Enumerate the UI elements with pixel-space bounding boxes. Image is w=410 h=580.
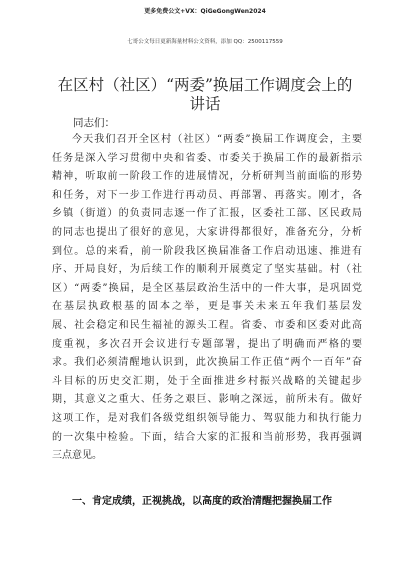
body-line: 在基层执政根基的固本之举，更是事关未来五年我们基层发 [52, 301, 362, 313]
top-banner: 更多免费公文+VX：QiGeGongWen2024 [144, 8, 266, 15]
body-line: 区）“两委”换届，是全区基层政治生活中的一件大事，是巩固党 [52, 282, 362, 294]
body-line: 三点意见。 [52, 450, 102, 462]
body-line: 精神，听取前一阶段工作的进展情况，分析研判当前面临的形势 [52, 171, 362, 183]
body-paragraph [52, 131, 362, 466]
body-line: 这项工作，是对我们各级党组织领导能力、驾驭能力和执行能力 [52, 412, 362, 424]
body-line: 期，其意义之重大、任务之艰巨、影响之深远，前所未有。做好 [52, 394, 362, 406]
body-line: 的一次集中检验。下面，结合大家的汇报和当前形势，我再强调 [52, 431, 362, 443]
header-notice: 七哥公文每日更新海量材料公文资料，添加 QQ：2500117559 [127, 39, 283, 45]
body-line: 序、开局良好，为后续工作的顺利开展奠定了坚实基础。村（社 [52, 264, 362, 276]
body-line: 的同志也提出了很好的意见，大家讲得都很好，准备充分，分析 [52, 226, 362, 238]
body-line: 度重视，多次召开会议进行专题部署，提出了明确而严格的要 [52, 338, 362, 350]
body-line: 和任务，对下一步工作进行再动员、再部署、再落实。刚才，各 [52, 189, 362, 201]
body-line: 到位。总的来看，前一阶段我区换届准备工作启动迅速、推进有 [52, 245, 362, 257]
title-line-2: 讲话 [189, 95, 221, 113]
body-line: 今天我们召开全区村（社区）“两委”换届工作调度会，主要 [72, 134, 362, 145]
title-line-1: 在区村（社区）“两委”换届工作调度会上的 [57, 76, 353, 94]
body-line: 展、社会稳定和民生福祉的源头工程。省委、市委和区委对此高 [52, 319, 362, 331]
document-title [40, 76, 370, 114]
body-line: 乡镇（街道）的负责同志逐一作了汇报，区委社工部、区民政局 [52, 208, 362, 220]
body-line: 任务是深入学习贯彻中央和省委、市委关于换届工作的最新指示 [52, 152, 362, 164]
section-heading: 一、肯定成绩，正视挑战，以高度的政治清醒把握换届工作 [72, 496, 332, 507]
salutation: 同志们： [73, 117, 115, 129]
body-line: 求。我们必须清醒地认识到，此次换届工作正值“两个一百年”奋 [52, 357, 362, 369]
body-line: 斗目标的历史交汇期，处于全面推进乡村振兴战略的关键起步 [52, 375, 362, 387]
